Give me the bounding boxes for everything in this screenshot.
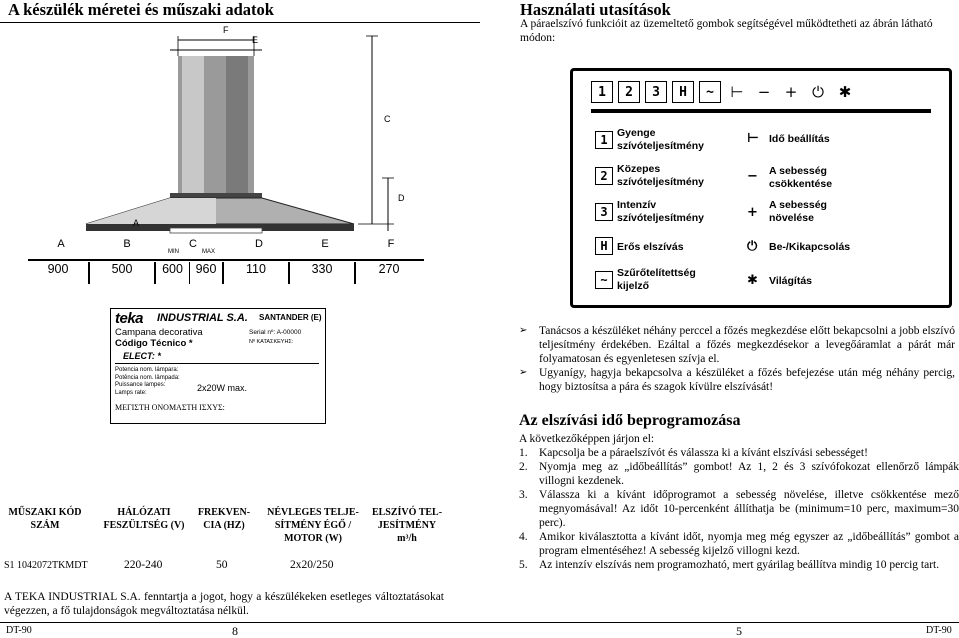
timer-icon: ⊢ bbox=[747, 131, 759, 146]
dim-label-c: C bbox=[384, 114, 391, 124]
step-item: 2. Nyomja meg az „időbeállítás” gombot! Az 1, 2 és 3 szívófokozat ellenőrző lámpák villogni kezdenek. bbox=[519, 461, 959, 487]
dim-value-b: 500 bbox=[90, 262, 156, 284]
minus-icon: − bbox=[747, 169, 758, 184]
steps-list bbox=[519, 446, 959, 572]
legend-filter: Szűrőtelítettség kijelző bbox=[617, 267, 696, 292]
control-panel-diagram bbox=[570, 68, 952, 308]
control-button-row bbox=[591, 81, 943, 107]
speed-1-icon: 1 bbox=[595, 131, 613, 149]
tips-list bbox=[519, 324, 955, 394]
left-page-number: 8 bbox=[232, 624, 238, 638]
legend-light: Világítás bbox=[769, 275, 812, 287]
plate-divider bbox=[115, 363, 319, 364]
dim-col-f: F bbox=[358, 238, 424, 260]
plate-company: INDUSTRIAL S.A. bbox=[157, 312, 248, 324]
speed-3-icon: 3 bbox=[595, 203, 613, 221]
dim-col-d: D bbox=[226, 238, 292, 260]
dim-col-c bbox=[160, 238, 226, 260]
right-page-number: 5 bbox=[736, 624, 742, 638]
dim-col-b: B bbox=[94, 238, 160, 260]
plate-line2: Código Técnico * bbox=[115, 338, 193, 349]
step-text: Amikor kiválasztotta a kívánt időt, nyomja meg még egyszer az „időbeállítás” gombot a program elmentéséhez! A sebesség kijelző villogni kezd. bbox=[539, 531, 959, 557]
plate-power-line: Potência nom. lâmpada: bbox=[115, 374, 180, 381]
dim-c-max: MAX bbox=[202, 249, 216, 255]
legend-speed-3: Intenzív szívóteljesítmény bbox=[617, 199, 704, 224]
plate-power-line: Puissance lampes: bbox=[115, 382, 166, 388]
boost-icon: H bbox=[595, 237, 613, 255]
power-button[interactable]: ⏻ bbox=[812, 83, 824, 101]
dim-col-c-label: C bbox=[189, 238, 197, 250]
step-item: 5. Az intenzív elszívás nem programozható, mert gyárilag beállítva mindig 10 percig tart. bbox=[519, 559, 940, 571]
plate-serial: Serial nº: A-00000 bbox=[249, 329, 302, 336]
dim-value-a: 900 bbox=[28, 262, 90, 284]
plate-bottom-text: ΜΕΓΙΣΤΗ ΟΝΟΜΑΣΤΗ ΙΣΧΥΣ: bbox=[115, 403, 225, 412]
dim-label-a: A bbox=[133, 218, 140, 228]
dim-value-e: 330 bbox=[290, 262, 356, 284]
legend-speed-1: Gyenge szívóteljesítmény bbox=[617, 127, 704, 152]
timer-section-intro: A következőképpen járjon el: bbox=[519, 433, 655, 445]
speed-2-icon: 2 bbox=[595, 167, 613, 185]
speed-down-button[interactable]: − bbox=[757, 83, 771, 101]
speed-1-button[interactable]: 1 bbox=[591, 81, 613, 103]
dim-value-c-max: 960 bbox=[190, 262, 224, 284]
speed-3-button[interactable]: 3 bbox=[645, 81, 667, 103]
dimension-table bbox=[28, 238, 424, 261]
legend-boost: Erős elszívás bbox=[617, 241, 684, 253]
right-footer-code: DT-90 bbox=[926, 625, 952, 636]
hood-dimension-drawing bbox=[30, 28, 420, 236]
plate-line3: ELECT: * bbox=[123, 351, 161, 361]
tip-item: ➢ Ugyanígy, hagyja bekapcsolva a készüléket a főzés befejezése után még néhány percig, hogy biztosítsa a pára és szagok kívülre elszívását! bbox=[519, 366, 955, 394]
dim-label-e: E bbox=[252, 35, 259, 45]
dim-label-d: D bbox=[398, 193, 405, 203]
plate-power-line: Potencia nom. lámpara: bbox=[115, 367, 179, 373]
power-icon: ⏻ bbox=[747, 239, 758, 254]
timer-section-title: Az elszívási idő beprogramozása bbox=[519, 412, 741, 429]
right-intro: A páraelszívó funkcióit az üzemeltető gombok segítségével működtetheti az ábrán látható módon: bbox=[520, 18, 933, 44]
dimension-values-row bbox=[28, 262, 424, 284]
panel-divider bbox=[591, 109, 931, 113]
plate-power-line: Lamps rate: bbox=[115, 389, 147, 396]
footer-rule bbox=[0, 622, 959, 623]
plate-power-value: 2x20W max. bbox=[197, 383, 248, 393]
plate-line1: Campana decorativa bbox=[115, 327, 203, 338]
dim-value-d: 110 bbox=[224, 262, 290, 284]
dim-value-f: 270 bbox=[378, 262, 400, 276]
tech-header-airflow: ELSZÍVÓ TEL-JESÍTMÉNY m³/h bbox=[371, 507, 443, 544]
speed-up-button[interactable]: + bbox=[784, 83, 798, 101]
step-item: 4. Amikor kiválasztotta a kívánt időt, nyomja meg még egyszer az „időbeállítás” gombot a program elmentéséhez! A sebesség kijelző villogni kezd. bbox=[519, 531, 959, 557]
plate-serial-gr: Nº KATAΣKEYHΣ: bbox=[249, 339, 294, 345]
left-footnote: A TEKA INDUSTRIAL S.A. fenntartja a jogot, hogy a készülékeken esetleges változtatásokat végezzen, a fő tulajdonságok megváltoztatása nélkül. bbox=[4, 591, 444, 617]
plus-icon: + bbox=[747, 205, 758, 220]
plate-power-labels bbox=[115, 367, 180, 397]
step-text: Kapcsolja be a páraelszívót és válassza ki a kívánt elszívási sebességet! bbox=[539, 447, 868, 459]
right-page-title: Használati utasítások bbox=[520, 0, 671, 19]
legend-speed-2: Közepes szívóteljesítmény bbox=[617, 163, 704, 188]
step-item: 3. Válassza ki a kívánt időprogramot a sebesség növelése, illetve csökkentése mező megnyomásával! Az időt 10-percenként állíthatja be (minimum=10 perc, maximum=30 perc). bbox=[519, 489, 959, 529]
step-text: Az intenzív elszívás nem programozható, mert gyárilag beállítva mindig 10 percig tart. bbox=[539, 559, 940, 571]
plate-city: SANTANDER (E) bbox=[259, 313, 322, 322]
dim-c-min: MIN bbox=[168, 249, 179, 255]
dim-col-e: E bbox=[292, 238, 358, 260]
step-text: Válassza ki a kívánt időprogramot a sebesség növelése, illetve csökkentése mező megnyomásával! Az időt 10-percenként állíthatja be (minimum=10 perc, maximum=30 perc). bbox=[539, 489, 959, 529]
filter-saturation-button[interactable]: ~ bbox=[699, 81, 721, 103]
dim-label-f: F bbox=[223, 25, 229, 35]
legend-timer: Idő beállítás bbox=[769, 133, 830, 145]
left-page-title: A készülék méretei és műszaki adatok bbox=[8, 0, 274, 19]
legend-power: Be-/Kikapcsolás bbox=[769, 241, 851, 253]
step-item: 1. Kapcsolja be a páraelszívót és válassza ki a kívánt elszívási sebességet! bbox=[519, 447, 868, 459]
tech-header-voltage: HÁLÓZATI FESZÜLTSÉG (V) bbox=[103, 507, 185, 531]
tech-header-frequency: FREKVEN-CIA (HZ) bbox=[197, 507, 251, 531]
timer-button[interactable]: ⊢ bbox=[730, 83, 744, 101]
dim-value-c-min: 600 bbox=[156, 262, 190, 284]
step-text: Nyomja meg az „időbeállítás” gombot! Az 1, 2 és 3 szívófokozat ellenőrző lámpák villogni kezdenek. bbox=[539, 461, 959, 487]
tech-cell-voltage: 220-240 bbox=[124, 559, 163, 571]
tip-item: ➢ Tanácsos a készüléket néhány perccel a főzés megkezdése előtt bekapcsolni a jobb elszívó teljesítmény érdekében. Ezáltal a főzés megkezdésekor a levegőáramlat a párát már folyamatosan és egyenletesen szívja el. bbox=[519, 324, 955, 366]
tech-header-power: NÉVLEGES TELJE-SÍTMÉNY ÉGŐ / MOTOR (W) bbox=[267, 507, 359, 544]
boost-button[interactable]: H bbox=[672, 81, 694, 103]
tech-cell-code: S1 1042072TKMDT bbox=[4, 560, 88, 571]
light-icon: ✱ bbox=[747, 273, 758, 288]
filter-icon: ~ bbox=[595, 271, 613, 289]
left-title-rule bbox=[0, 22, 480, 23]
legend-speed-down: A sebesség csökkentése bbox=[769, 165, 833, 190]
tech-cell-frequency: 50 bbox=[216, 559, 228, 571]
tech-header-code: MŰSZAKI KÓD SZÁM bbox=[8, 507, 82, 531]
light-button[interactable]: ✱ bbox=[838, 83, 852, 101]
dimension-header-row bbox=[28, 238, 424, 260]
rating-plate bbox=[110, 308, 326, 424]
teka-logo: teka bbox=[115, 310, 144, 327]
legend-speed-up: A sebesség növelése bbox=[769, 199, 827, 224]
dim-col-a: A bbox=[28, 238, 94, 260]
speed-2-button[interactable]: 2 bbox=[618, 81, 640, 103]
left-footer-code: DT-90 bbox=[6, 625, 32, 636]
tech-cell-power: 2x20/250 bbox=[290, 559, 334, 571]
